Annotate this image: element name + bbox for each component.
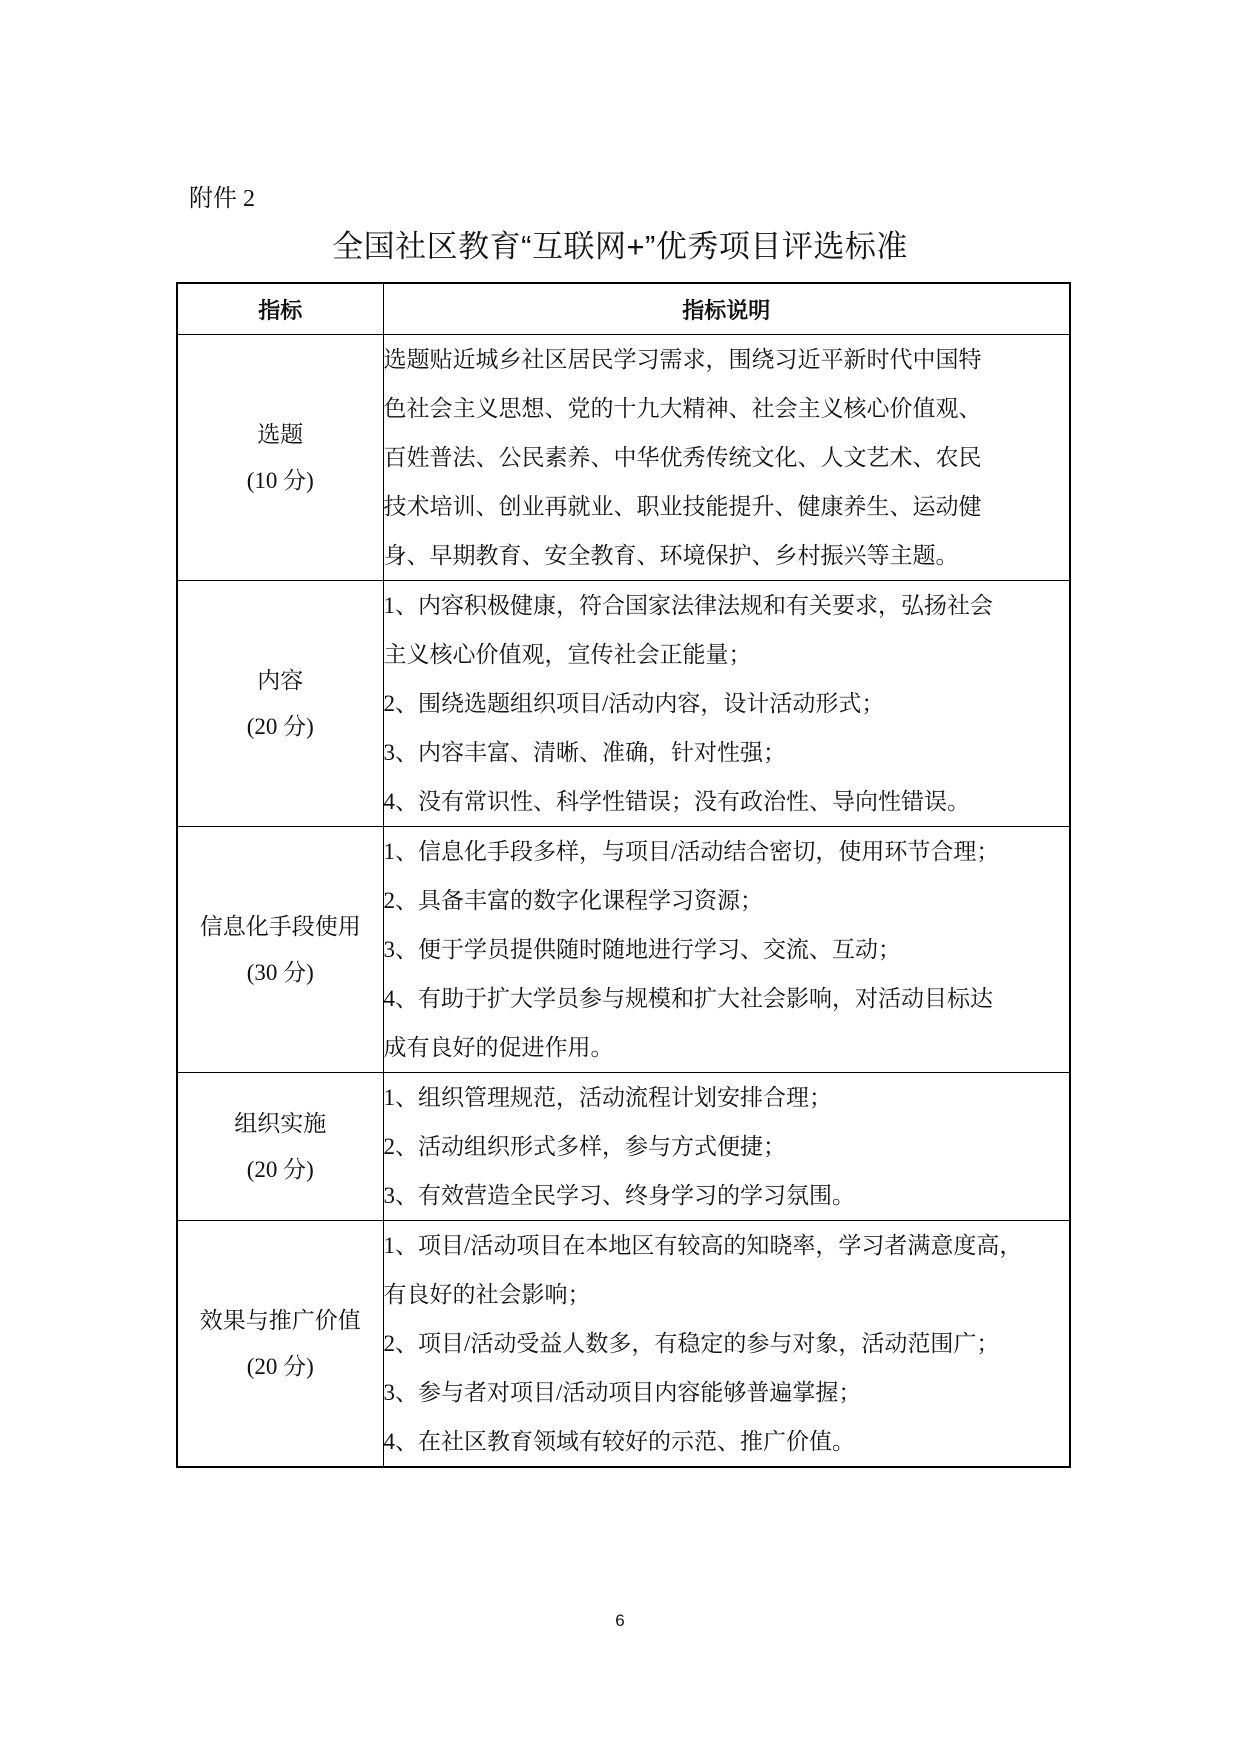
description-cell — [383, 1073, 1070, 1221]
description-line: 有良好的社会影响； — [383, 1282, 591, 1307]
indicator-cell — [177, 1221, 383, 1468]
description-line: 2、活动组织形式多样，参与方式便捷； — [383, 1134, 786, 1159]
indicator-name: 组织实施 — [234, 1110, 327, 1136]
description-line: 4、有助于扩大学员参与规模和扩大社会影响，对活动目标达 — [383, 986, 993, 1011]
description-line: 色社会主义思想、党的十九大精神、社会主义核心价值观、 — [383, 396, 982, 421]
indicator-name: 效果与推广价值 — [199, 1307, 361, 1333]
indicator-cell — [177, 1073, 383, 1221]
description-line: 3、参与者对项目/活动项目内容能够普遍掌握； — [383, 1380, 862, 1405]
indicator-cell — [177, 581, 383, 827]
indicator-name: 信息化手段使用 — [199, 913, 361, 939]
description-line: 选题贴近城乡社区居民学习需求，围绕习近平新时代中国特 — [383, 347, 982, 372]
description-line: 1、内容积极健康，符合国家法律法规和有关要求，弘扬社会 — [383, 593, 993, 618]
table-row — [177, 1073, 1070, 1221]
description-line: 成有良好的促进作用。 — [383, 1035, 614, 1060]
criteria-table — [176, 282, 1071, 1468]
indicator-name: 选题 — [257, 421, 304, 447]
indicator-score: (10 分) — [246, 467, 314, 493]
indicator-score: (30 分) — [246, 959, 314, 985]
description-line: 主义核心价值观，宣传社会正能量； — [383, 642, 752, 667]
attachment-label: 附件 2 — [189, 186, 255, 212]
indicator-score: (20 分) — [246, 1156, 314, 1182]
description-cell — [383, 827, 1070, 1073]
description-line: 1、项目/活动项目在本地区有较高的知晓率，学习者满意度高， — [383, 1233, 1023, 1258]
description-line: 3、内容丰富、清晰、准确，针对性强； — [383, 740, 786, 765]
indicator-cell — [177, 827, 383, 1073]
description-cell — [383, 1221, 1070, 1468]
description-line: 3、有效营造全民学习、终身学习的学习氛围。 — [383, 1183, 855, 1208]
table-row — [177, 581, 1070, 827]
table-row — [177, 827, 1070, 1073]
table-header-row — [177, 283, 1070, 335]
indicator-score: (20 分) — [246, 1353, 314, 1379]
description-line: 1、信息化手段多样，与项目/活动结合密切，使用环节合理； — [383, 839, 1000, 864]
document-title: 全国社区教育“互联网+”优秀项目评选标准 — [332, 229, 908, 264]
description-line: 2、项目/活动受益人数多，有稳定的参与对象，活动范围广； — [383, 1331, 1000, 1356]
description-cell — [383, 581, 1070, 827]
indicator-name: 内容 — [257, 667, 304, 693]
description-line: 2、具备丰富的数字化课程学习资源； — [383, 888, 763, 913]
header-indicator: 指标 — [177, 283, 383, 335]
page-number: 6 — [615, 1611, 625, 1630]
header-description: 指标说明 — [383, 283, 1070, 335]
description-line: 4、没有常识性、科学性错误；没有政治性、导向性错误。 — [383, 789, 970, 814]
table-row — [177, 1221, 1070, 1468]
description-cell — [383, 335, 1070, 581]
description-line: 身、早期教育、安全教育、环境保护、乡村振兴等主题。 — [383, 543, 959, 568]
description-line: 1、组织管理规范，活动流程计划安排合理； — [383, 1085, 832, 1110]
table-row — [177, 335, 1070, 581]
description-line: 2、围绕选题组织项目/活动内容，设计活动形式； — [383, 691, 885, 716]
description-line: 技术培训、创业再就业、职业技能提升、健康养生、运动健 — [383, 494, 982, 519]
indicator-cell — [177, 335, 383, 581]
description-line: 百姓普法、公民素养、中华优秀传统文化、人文艺术、农民 — [383, 445, 982, 470]
description-line: 4、在社区教育领域有较好的示范、推广价值。 — [383, 1429, 855, 1454]
description-line: 3、便于学员提供随时随地进行学习、交流、互动； — [383, 937, 901, 962]
indicator-score: (20 分) — [246, 713, 314, 739]
